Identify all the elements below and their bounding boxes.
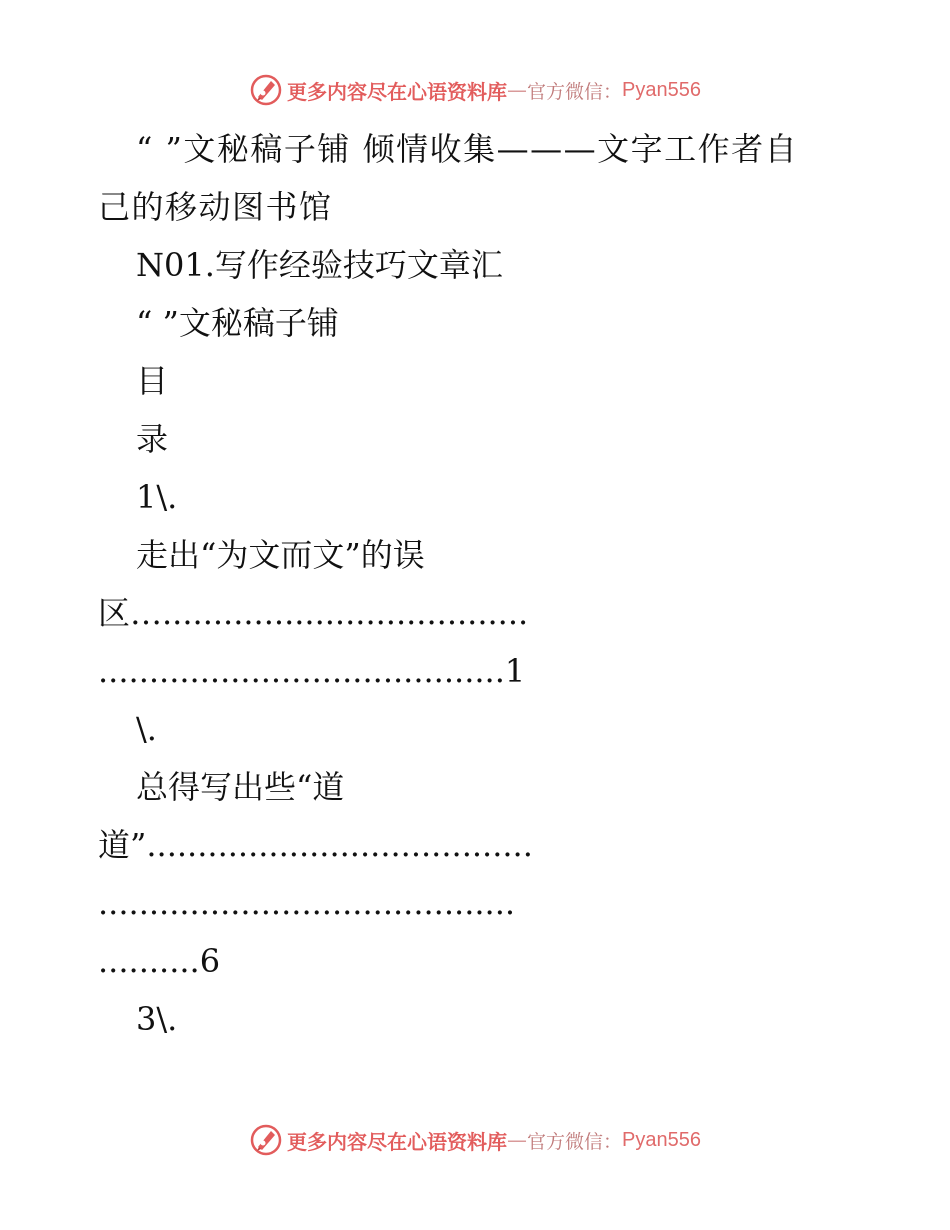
watermark-dash: — [507, 1128, 527, 1152]
toc-entry-1-leader: 区….................................... [98, 594, 529, 632]
toc-heading-char-2: 录 [136, 420, 169, 458]
toc-entry-2-leader: 道”...................................... [98, 826, 533, 864]
toc-heading-char-1: 目 [136, 362, 169, 400]
pen-logo-icon [249, 73, 283, 107]
toc-entry-2-leader-cont: ......................................... [98, 884, 516, 922]
watermark-official: 官方微信： [527, 80, 623, 103]
toc-entry-1-number: 1\. [136, 478, 178, 516]
toc-entry-2-number: \. [136, 710, 157, 748]
toc-entry-2-page: ..........6 [98, 942, 221, 980]
footer-watermark [0, 1120, 950, 1160]
document-title-line-2: 己的移动图书馆 [98, 188, 333, 226]
section-heading: N01.写作经验技巧文章汇 [136, 246, 503, 284]
watermark-wechat-id: Pyan556 [622, 1128, 701, 1151]
watermark-official: 官方微信： [527, 1130, 623, 1153]
watermark-brand: 更多内容尽在心语资料库 [287, 79, 507, 104]
toc-entry-2-title: 总得写出些“道 [136, 768, 345, 806]
source-label: “ ”文秘稿子铺 [136, 304, 339, 342]
toc-entry-1-title: 走出“为文而文”的误 [136, 536, 425, 574]
toc-entry-1-page: ........................................1 [98, 652, 526, 690]
document-body [98, 120, 848, 1048]
toc-entry-3-number: 3\. [136, 1000, 178, 1038]
watermark-wechat-id: Pyan556 [622, 78, 701, 101]
watermark-brand: 更多内容尽在心语资料库 [287, 1129, 507, 1154]
pen-logo-icon [249, 1123, 283, 1157]
watermark-dash: — [507, 78, 527, 102]
header-watermark [0, 70, 950, 110]
document-title-line-1: “ ”文秘稿子铺 倾情收集———文字工作者自 [136, 130, 799, 168]
